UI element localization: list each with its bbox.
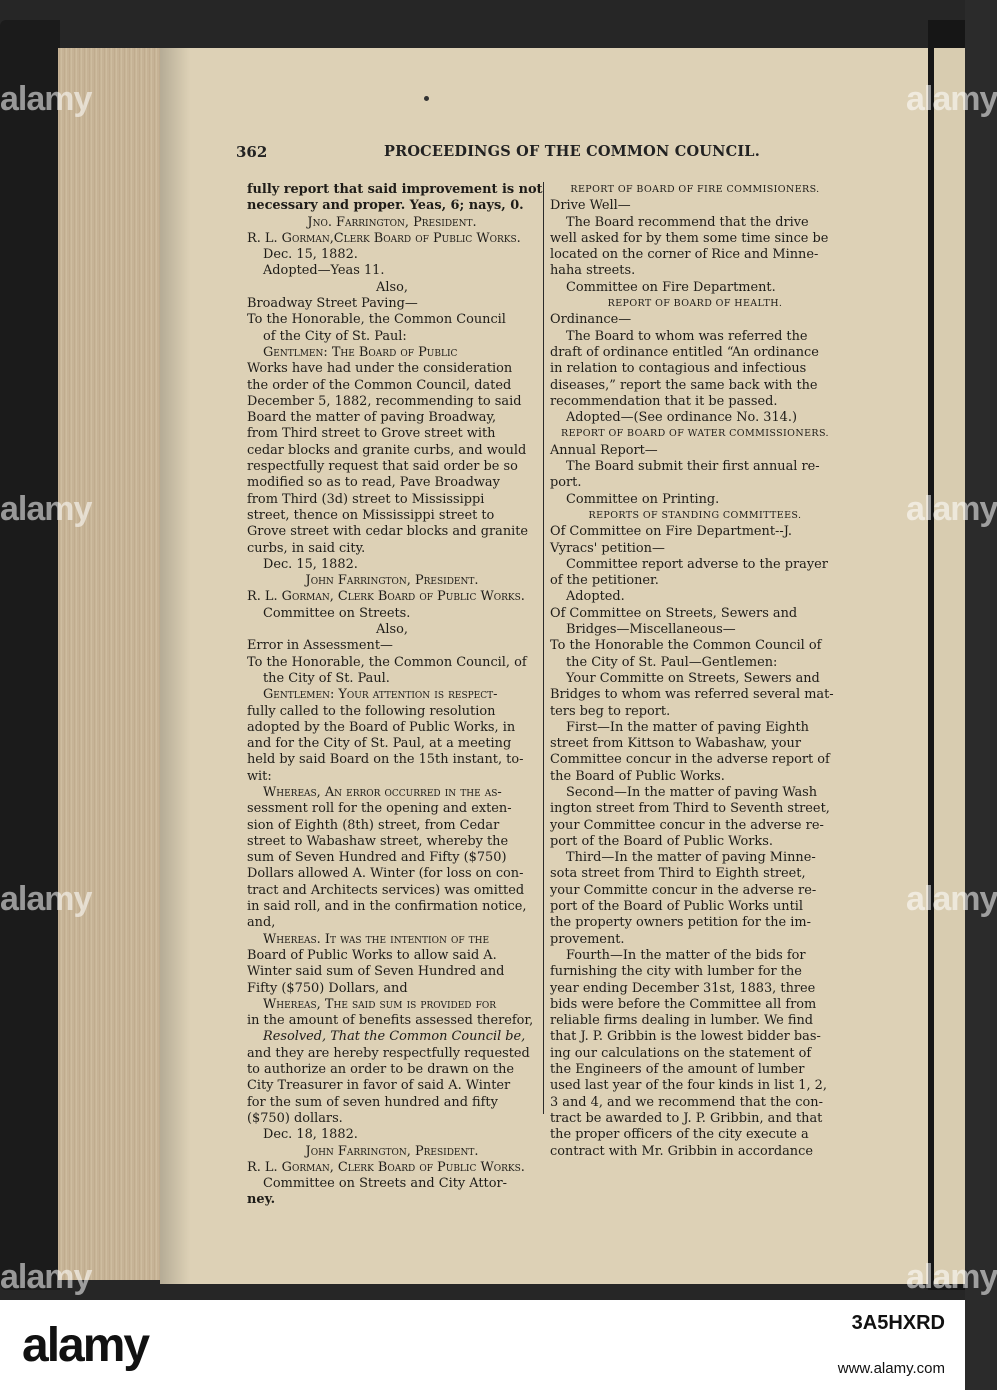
text-line: ney.: [247, 1192, 276, 1208]
text-line: port of the Board of Public Works until: [550, 899, 803, 915]
text-line: diseases,” report the same back with the: [550, 377, 818, 393]
text-line: Grove street with cedar blocks and granite: [247, 524, 529, 540]
section-heading: REPORT OF BOARD OF HEALTH.: [607, 298, 783, 310]
text-line: Dec. 15, 1882.: [263, 556, 358, 572]
text-line: haha streets.: [550, 263, 636, 279]
page-gutter-shadow: [160, 48, 190, 1284]
text-line: provement.: [550, 931, 625, 947]
text-line: Also,: [376, 622, 408, 638]
facing-page-edge: [934, 48, 965, 1284]
text-line: Fourth—In the matter of the bids for: [566, 947, 806, 963]
text-line: Bridges to whom was referred several mat-: [550, 687, 834, 703]
text-line: 3 and 4, and we recommend that the con-: [550, 1094, 823, 1110]
page-number: 362: [236, 143, 268, 161]
text-line: Dec. 18, 1882.: [263, 1127, 358, 1143]
text-line: cedar blocks and granite curbs, and would: [247, 442, 527, 458]
text-line: Drive Well—: [550, 198, 631, 214]
text-line: The Board recommend that the drive: [566, 214, 809, 230]
text-line: Whereas, The said sum is provided for: [263, 996, 497, 1012]
text-line: the City of St. Paul—Gentlemen:: [566, 654, 778, 670]
signature-line: R. L. Gorman,Clerk Board of Public Works.: [247, 230, 521, 246]
image-id: 3A5HXRD: [851, 1312, 945, 1334]
text-line: ($750) dollars.: [247, 1110, 343, 1126]
text-line: fully report that said improvement is not: [247, 182, 543, 197]
text-line: Your Committe on Streets, Sewers and: [566, 670, 820, 686]
text-line: well asked for by them some time since be: [550, 230, 829, 246]
text-line: used last year of the four kinds in list 1, 2,: [550, 1078, 827, 1094]
text-line: Third—In the matter of paving Minne-: [566, 850, 816, 866]
text-line: year ending December 31st, 1883, three: [550, 980, 816, 996]
text-line: the property owners petition for the im-: [550, 915, 811, 931]
right-column: [550, 182, 840, 1160]
text-line: the Board of Public Works.: [550, 768, 725, 784]
text-line: the Engineers of the amount of lumber: [550, 1062, 805, 1078]
text-line: your Committe concur in the adverse re-: [550, 882, 817, 898]
watermark: alamy: [0, 1258, 92, 1296]
text-line: Vyracs' petition—: [550, 540, 665, 556]
text-line: street from Kittson to Wabashaw, your: [550, 736, 801, 752]
text-line: ters beg to report.: [550, 703, 671, 719]
ink-dot: [424, 96, 429, 101]
text-line: modified so as to read, Pave Broadway: [247, 475, 500, 491]
text-line: located on the corner of Rice and Minne-: [550, 247, 819, 263]
text-line: Winter said sum of Seven Hundred and: [247, 964, 505, 980]
text-line: Error in Assessment—: [247, 638, 393, 654]
page-edges: [58, 48, 168, 1280]
text-line: and for the City of St. Paul, at a meeting: [247, 736, 512, 752]
text-line: Broadway Street Paving—: [247, 296, 418, 312]
watermark: alamy: [906, 80, 997, 118]
text-line: Gentlemen: Your attention is respect-: [263, 687, 498, 703]
text-line: The Board to whom was referred the: [566, 328, 808, 344]
text-line: reliable firms dealing in lumber. We find: [550, 1013, 814, 1029]
signature-line: John Farrington, President.: [305, 1143, 479, 1159]
signature-line: John Farrington, President.: [305, 573, 479, 589]
text-line: of the City of St. Paul:: [263, 328, 407, 344]
text-line: To the Honorable, the Common Council, of: [247, 654, 527, 670]
running-head: PROCEEDINGS OF THE COMMON COUNCIL.: [384, 143, 760, 160]
text-line: in relation to contagious and infectious: [550, 361, 807, 377]
text-line: the proper officers of the city execute a: [550, 1127, 809, 1143]
text-line: Ordinance—: [550, 312, 632, 328]
text-line: Works have had under the consideration: [247, 361, 513, 377]
watermark-logo: alamy: [22, 1319, 149, 1372]
text-line: Whereas, An error occurred in the as-: [263, 784, 502, 800]
text-line: the order of the Common Council, dated: [247, 377, 512, 393]
text-line: in the amount of benefits assessed therefor,: [247, 1013, 534, 1029]
text-line: that J. P. Gribbin is the lowest bidder bas-: [550, 1029, 821, 1045]
text-line: Adopted—(See ordinance No. 314.): [566, 410, 798, 426]
text-line: City Treasurer in favor of said A. Winter: [247, 1078, 511, 1094]
text-line: ing our calculations on the statement of: [550, 1045, 812, 1061]
left-column: [247, 182, 543, 1209]
text-line: necessary and proper. Yeas, 6; nays, 0.: [247, 198, 524, 214]
text-line: Dec. 15, 1882.: [263, 247, 358, 263]
text-line: respectfully request that said order be so: [247, 459, 518, 475]
text-line: and they are hereby respectfully requested: [247, 1045, 530, 1061]
book-cover-left: [0, 20, 60, 1290]
text-line: street, thence on Mississippi street to: [247, 507, 495, 523]
text-line: in said roll, and in the confirmation notice,: [247, 899, 527, 915]
text-line: Dollars allowed A. Winter (for loss on con-: [247, 866, 524, 882]
watermark: alamy: [906, 1258, 997, 1296]
text-line: curbs, in said city.: [247, 540, 366, 556]
text-line: Of Committee on Streets, Sewers and: [550, 605, 798, 621]
text-line: The Board submit their first annual re-: [566, 459, 820, 475]
text-line: Annual Report—: [550, 442, 658, 458]
watermark-url: www.alamy.com: [837, 1360, 945, 1377]
text-line: To the Honorable the Common Council of: [550, 638, 822, 654]
text-line: Committee report adverse to the prayer: [566, 556, 828, 572]
text-line: Gentlmen: The Board of Public: [263, 344, 458, 360]
text-line: sum of Seven Hundred and Fifty ($750): [247, 850, 507, 866]
text-line: recommendation that it be passed.: [550, 393, 778, 409]
text-line: Board the matter of paving Broadway,: [247, 410, 497, 426]
watermark: alamy: [0, 490, 92, 528]
text-line: port of the Board of Public Works.: [550, 833, 773, 849]
text-line: bids were before the Committee all from: [550, 996, 817, 1012]
signature-line: Jno. Farrington, President.: [307, 214, 477, 230]
text-line: port.: [550, 475, 582, 491]
text-line: Also,: [376, 279, 408, 295]
text-line: Resolved, That the Common Council be,: [263, 1029, 526, 1045]
watermark: alamy: [906, 880, 997, 918]
column-rule: [543, 182, 544, 1114]
watermark: alamy: [906, 490, 997, 528]
text-line: Fifty ($750) Dollars, and: [247, 980, 408, 996]
text-line: tract be awarded to J. P. Gribbin, and that: [550, 1110, 823, 1126]
section-heading: REPORT OF BOARD OF FIRE COMMISIONERS.: [570, 184, 820, 195]
text-line: furnishing the city with lumber for the: [550, 964, 802, 980]
text-line: Committee concur in the adverse report of: [550, 752, 830, 768]
text-line: contract with Mr. Gribbin in accordance: [550, 1143, 813, 1159]
text-line: Adopted.: [566, 589, 625, 605]
text-line: Committee on Printing.: [566, 491, 720, 507]
text-line: Committee on Streets.: [263, 605, 411, 621]
text-line: December 5, 1882, recommending to said: [247, 393, 522, 409]
text-line: fully called to the following resolution: [247, 703, 496, 719]
text-line: Board of Public Works to allow said A.: [247, 947, 497, 963]
signature-line: R. L. Gorman, Clerk Board of Public Works.: [247, 589, 525, 605]
text-line: and,: [247, 915, 276, 931]
text-line: of the petitioner.: [550, 573, 659, 589]
text-line: your Committee concur in the adverse re-: [550, 817, 824, 833]
text-line: the City of St. Paul.: [263, 670, 390, 686]
text-line: adopted by the Board of Public Works, in: [247, 719, 516, 735]
text-line: street to Wabashaw street, whereby the: [247, 833, 509, 849]
section-heading: REPORTS OF STANDING COMMITTEES.: [588, 509, 802, 521]
text-line: Adopted—Yeas 11.: [263, 263, 385, 279]
section-heading: REPORT OF BOARD OF WATER COMMISSIONERS.: [561, 428, 829, 440]
text-line: from Third street to Grove street with: [247, 426, 496, 442]
text-line: Second—In the matter of paving Wash: [566, 784, 818, 800]
text-line: To the Honorable, the Common Council: [247, 312, 506, 328]
text-line: sion of Eighth (8th) street, from Cedar: [247, 817, 500, 833]
text-line: sota street from Third to Eighth street,: [550, 866, 806, 882]
text-line: Committee on Streets and City Attor-: [263, 1176, 507, 1192]
text-line: Of Committee on Fire Department--J.: [550, 524, 793, 540]
text-line: First—In the matter of paving Eighth: [566, 719, 809, 735]
text-line: for the sum of seven hundred and fifty: [247, 1094, 498, 1110]
text-line: draft of ordinance entitled “An ordinance: [550, 344, 819, 360]
text-line: wit:: [247, 768, 272, 784]
text-line: from Third (3d) street to Mississippi: [247, 491, 485, 507]
text-line: to authorize an order to be drawn on the: [247, 1062, 515, 1078]
watermark: alamy: [0, 880, 92, 918]
text-line: ington street from Third to Seventh street,: [550, 801, 830, 817]
text-line: sessment roll for the opening and exten-: [247, 801, 512, 817]
text-line: tract and Architects services) was omitted: [247, 882, 525, 898]
text-line: Committee on Fire Department.: [566, 279, 776, 295]
text-line: Bridges—Miscellaneous—: [566, 622, 736, 638]
watermark: alamy: [0, 80, 92, 118]
text-line: held by said Board on the 15th instant, to-: [247, 752, 524, 768]
text-line: Whereas. It was the intention of the: [263, 931, 490, 947]
signature-line: R. L. Gorman, Clerk Board of Public Works.: [247, 1159, 525, 1175]
